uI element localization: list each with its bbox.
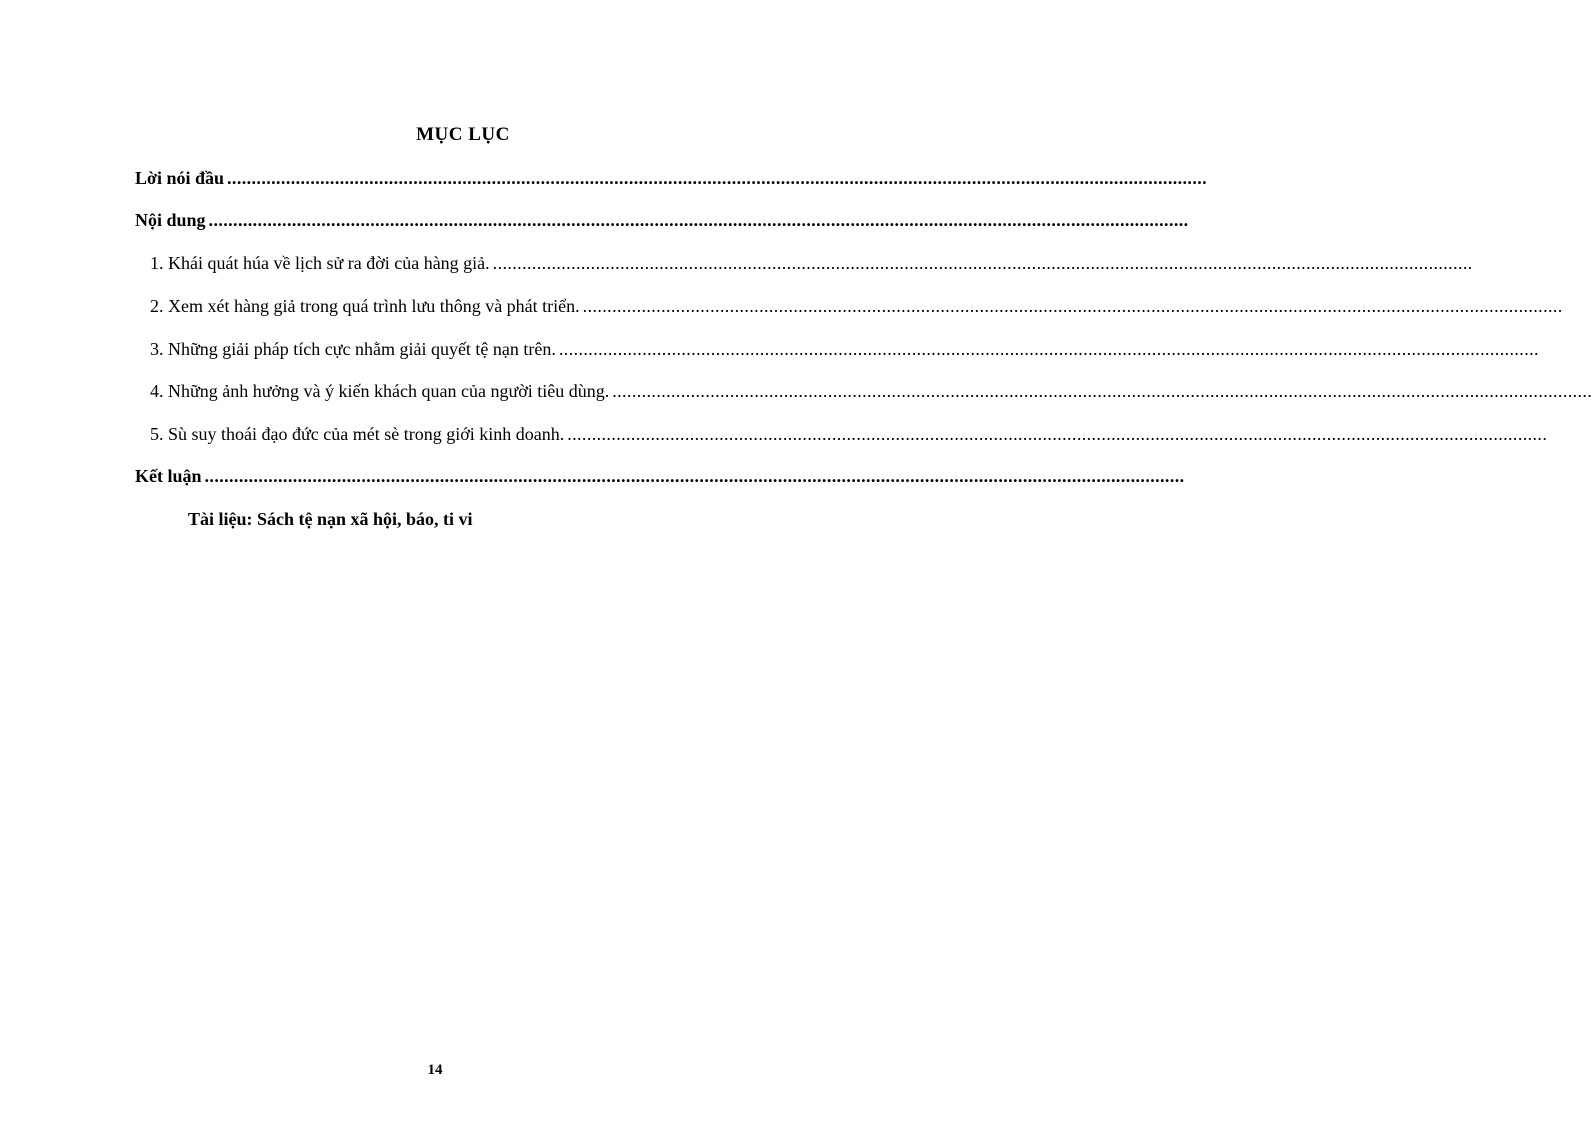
dot-leader: ........................................................................................................................................................................................................ <box>492 253 1473 273</box>
toc-label: Lời nói đầu <box>135 168 225 188</box>
toc-entry-item-1[interactable] <box>150 252 1473 274</box>
toc-entry-item-4[interactable] <box>150 380 1592 402</box>
dot-leader: ........................................................................................................................................................................................................ <box>558 339 1539 359</box>
toc-label: Nội dung <box>135 210 206 230</box>
dot-leader: ........................................................................................................................................................................................................ <box>208 210 1189 230</box>
toc-label: Kết luận <box>135 466 202 486</box>
toc-entry-item-5[interactable] <box>150 423 1548 445</box>
page-number: 14 <box>427 1062 443 1078</box>
dot-leader: ........................................................................................................................................................................................................ <box>582 296 1563 316</box>
toc-entry-item-2[interactable] <box>150 295 1563 317</box>
dot-leader: ........................................................................................................................................................................................................ <box>227 168 1208 188</box>
toc-label: 1. Khái quát húa về lịch sử ra đời của hàng giả. <box>150 253 490 273</box>
references-note: Tài liệu: Sách tệ nạn xã hội, báo, ti vi <box>188 509 473 529</box>
toc-label: 5. Sù suy thoái đạo đức của mét sè trong giới kinh doanh. <box>150 424 565 444</box>
dot-leader: ........................................................................................................................................................................................................ <box>612 381 1592 401</box>
dot-leader: ........................................................................................................................................................................................................ <box>567 424 1548 444</box>
toc-label: 3. Những giải pháp tích cực nhằm giải quyết tệ nạn trên. <box>150 339 556 359</box>
toc-entry-content[interactable] <box>135 209 1189 231</box>
page-title: MỤC LỤC <box>416 124 510 145</box>
toc-entry-foreword[interactable] <box>135 167 1208 189</box>
toc-label: 4. Những ảnh hưởng và ý kiến khách quan của người tiêu dùng. <box>150 381 610 401</box>
toc-entry-conclusion[interactable] <box>135 465 1185 487</box>
toc-entry-item-3[interactable] <box>150 338 1539 360</box>
toc-label: 2. Xem xét hàng giả trong quá trình lưu thông và phát triển. <box>150 296 580 316</box>
dot-leader: ........................................................................................................................................................................................................ <box>204 466 1185 486</box>
